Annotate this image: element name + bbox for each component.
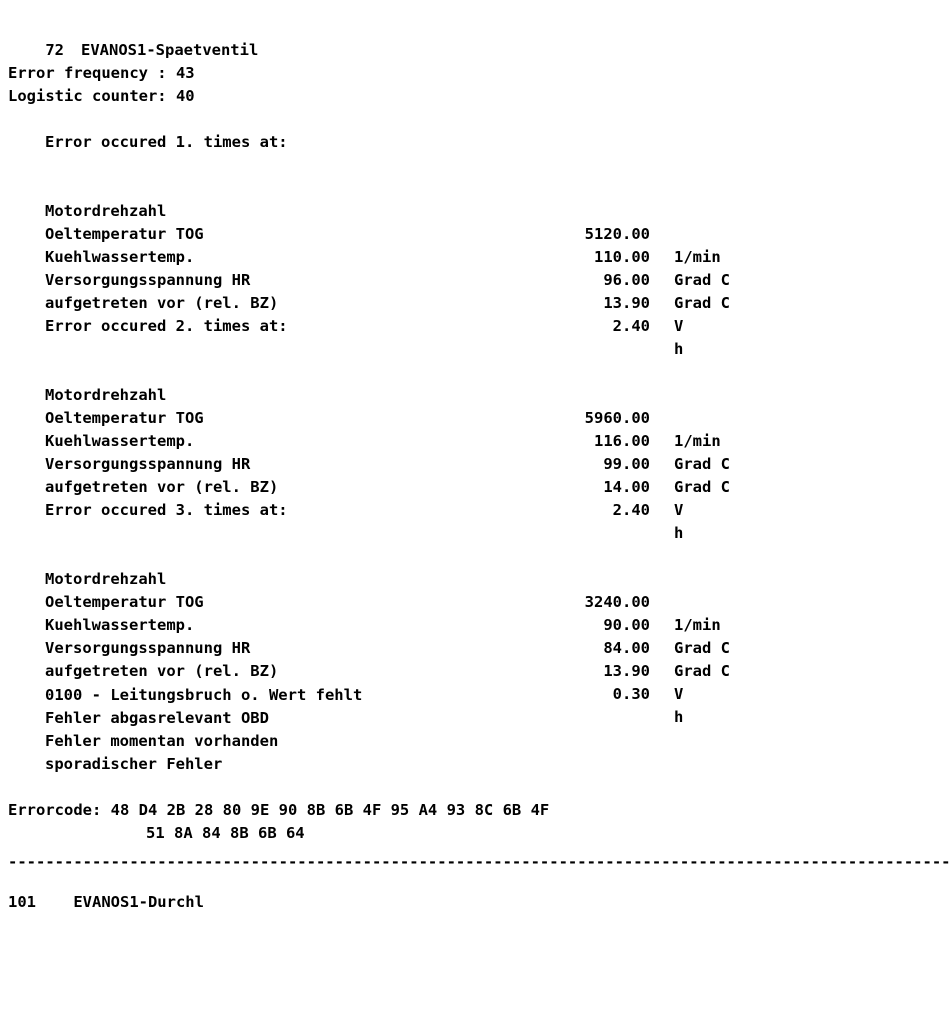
param-value: 2.40: [612, 501, 650, 519]
param-unit: V: [674, 501, 684, 519]
param-value: 110.00: [594, 248, 650, 266]
param-unit: 1/min: [674, 248, 721, 266]
param-value: 5960.00: [584, 409, 650, 427]
param-unit: 1/min: [674, 616, 721, 634]
next-entry-heading: 101 EVANOS1-Durchl: [8, 893, 204, 911]
param-value: 13.90: [603, 294, 650, 312]
param-value: 84.00: [603, 639, 650, 657]
status-line: Fehler abgasrelevant OBD: [45, 709, 269, 727]
param-value: 5120.00: [584, 225, 650, 243]
param-unit: Grad C: [674, 662, 730, 680]
param-label: Kuehlwassertemp.: [45, 432, 195, 450]
entry-number: 72: [45, 41, 64, 59]
separator-line: -----------------------------------------------------------------------------------------------------: [8, 853, 951, 871]
param-value: 90.00: [603, 616, 650, 634]
param-label: Kuehlwassertemp.: [45, 616, 195, 634]
param-label: Oeltemperatur TOG: [45, 593, 204, 611]
param-label: Versorgungsspannung HR: [45, 639, 251, 657]
param-unit: h: [674, 340, 684, 358]
param-unit: h: [674, 708, 684, 726]
param-label: aufgetreten vor (rel. BZ): [45, 662, 279, 680]
param-unit: Grad C: [674, 271, 730, 289]
param-unit: 1/min: [674, 432, 721, 450]
param-label: Motordrehzahl: [45, 570, 167, 588]
logistic-counter: Logistic counter: 40: [8, 87, 195, 105]
param-unit: Grad C: [674, 294, 730, 312]
param-unit: V: [674, 317, 684, 335]
error-frequency: Error frequency : 43: [8, 64, 195, 82]
param-value: 13.90: [603, 662, 650, 680]
errorcode-continuation: 51 8A 84 8B 6B 64: [146, 824, 305, 842]
param-value: 14.00: [603, 478, 650, 496]
param-value: 116.00: [594, 432, 650, 450]
param-unit: Grad C: [674, 455, 730, 473]
param-unit: V: [674, 685, 684, 703]
param-value: 0.30: [612, 685, 650, 703]
status-line: Fehler momentan vorhanden: [45, 732, 279, 750]
param-label: Oeltemperatur TOG: [45, 409, 204, 427]
param-unit: Grad C: [674, 478, 730, 496]
param-label: aufgetreten vor (rel. BZ): [45, 294, 279, 312]
param-label: Oeltemperatur TOG: [45, 225, 204, 243]
errorcode-line: Errorcode: 48 D4 2B 28 80 9E 90 8B 6B 4F 95 A4 93 8C 6B 4F: [8, 801, 550, 819]
occurrence-3-header: Error occured 3. times at:: [45, 501, 288, 519]
status-line: sporadischer Fehler: [45, 755, 223, 773]
param-unit: Grad C: [674, 639, 730, 657]
occurrence-2-header: Error occured 2. times at:: [45, 317, 288, 335]
param-label: Versorgungsspannung HR: [45, 455, 251, 473]
param-unit: h: [674, 524, 684, 542]
entry-heading: [8, 16, 259, 59]
param-value: 2.40: [612, 317, 650, 335]
occurrence-1-header: Error occured 1. times at:: [45, 133, 288, 151]
entry-name: EVANOS1-Spaetventil: [81, 41, 259, 59]
param-label: Motordrehzahl: [45, 202, 167, 220]
param-label: Kuehlwassertemp.: [45, 248, 195, 266]
param-value: 96.00: [603, 271, 650, 289]
status-line: 0100 - Leitungsbruch o. Wert fehlt: [45, 686, 363, 704]
param-value: 3240.00: [584, 593, 650, 611]
param-label: Versorgungsspannung HR: [45, 271, 251, 289]
param-label: aufgetreten vor (rel. BZ): [45, 478, 279, 496]
param-label: Motordrehzahl: [45, 386, 167, 404]
param-value: 99.00: [603, 455, 650, 473]
